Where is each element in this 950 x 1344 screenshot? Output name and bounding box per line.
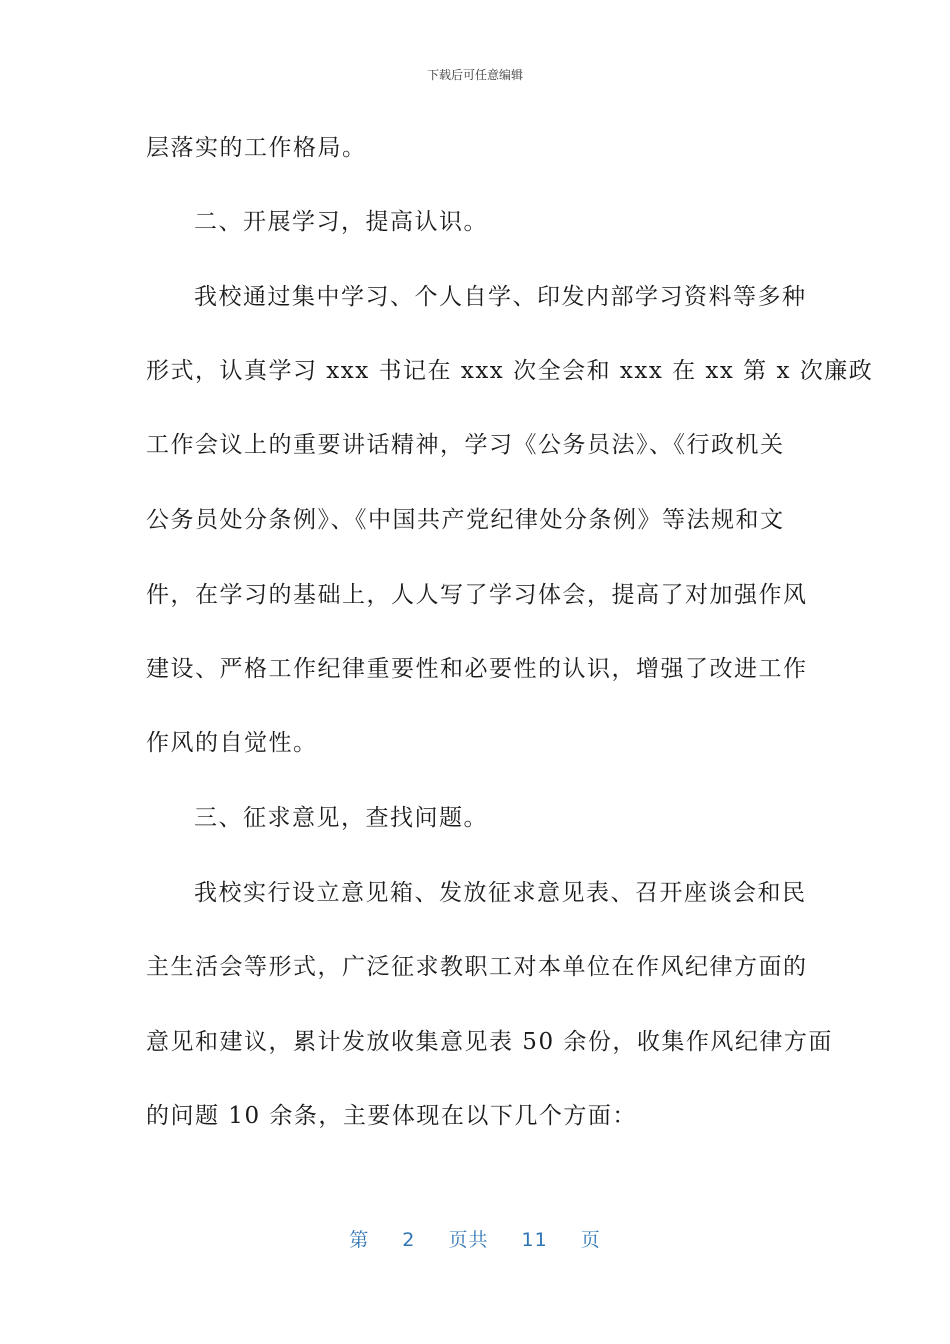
text-line: 形式，认真学习 xxx 书记在 xxx 次全会和 xxx 在 xx 第 x 次廉政 [146, 358, 874, 384]
text-line: 层落实的工作格局。 [146, 135, 367, 161]
page-footer [0, 1225, 950, 1252]
text-line: 建设、严格工作纪律重要性和必要性的认识，增强了改进工作 [146, 656, 808, 682]
current-page-number: 2 [402, 1229, 416, 1251]
text-line: 公务员处分条例》、《中国共产党纪律处分条例》等法规和文 [146, 507, 785, 533]
text-line: 工作会议上的重要讲话精神，学习《公务员法》、《行政机关 [146, 432, 785, 458]
text-line: 我校实行设立意见箱、发放征求意见表、召开座谈会和民 [194, 880, 807, 906]
page-header: 下载后可任意编辑 [426, 68, 523, 82]
section-heading: 二、开展学习，提高认识。 [194, 209, 488, 235]
text-line: 主生活会等形式，广泛征求教职工对本单位在作风纪律方面的 [146, 954, 808, 980]
text-line: 作风的自觉性。 [146, 730, 318, 756]
footer-middle: 页共 [448, 1229, 489, 1251]
total-page-count: 11 [521, 1229, 548, 1251]
text-line: 我校通过集中学习、个人自学、印发内部学习资料等多种 [194, 284, 807, 310]
text-line: 的问题 10 余条，主要体现在以下几个方面： [146, 1103, 637, 1129]
text-line: 意见和建议，累计发放收集意见表 50 余份，收集作风纪律方面 [146, 1029, 833, 1055]
footer-suffix: 页 [580, 1229, 601, 1251]
section-heading: 三、征求意见，查找问题。 [194, 805, 488, 831]
text-line: 件，在学习的基础上，人人写了学习体会，提高了对加强作风 [146, 582, 808, 608]
footer-prefix: 第 [349, 1229, 370, 1251]
